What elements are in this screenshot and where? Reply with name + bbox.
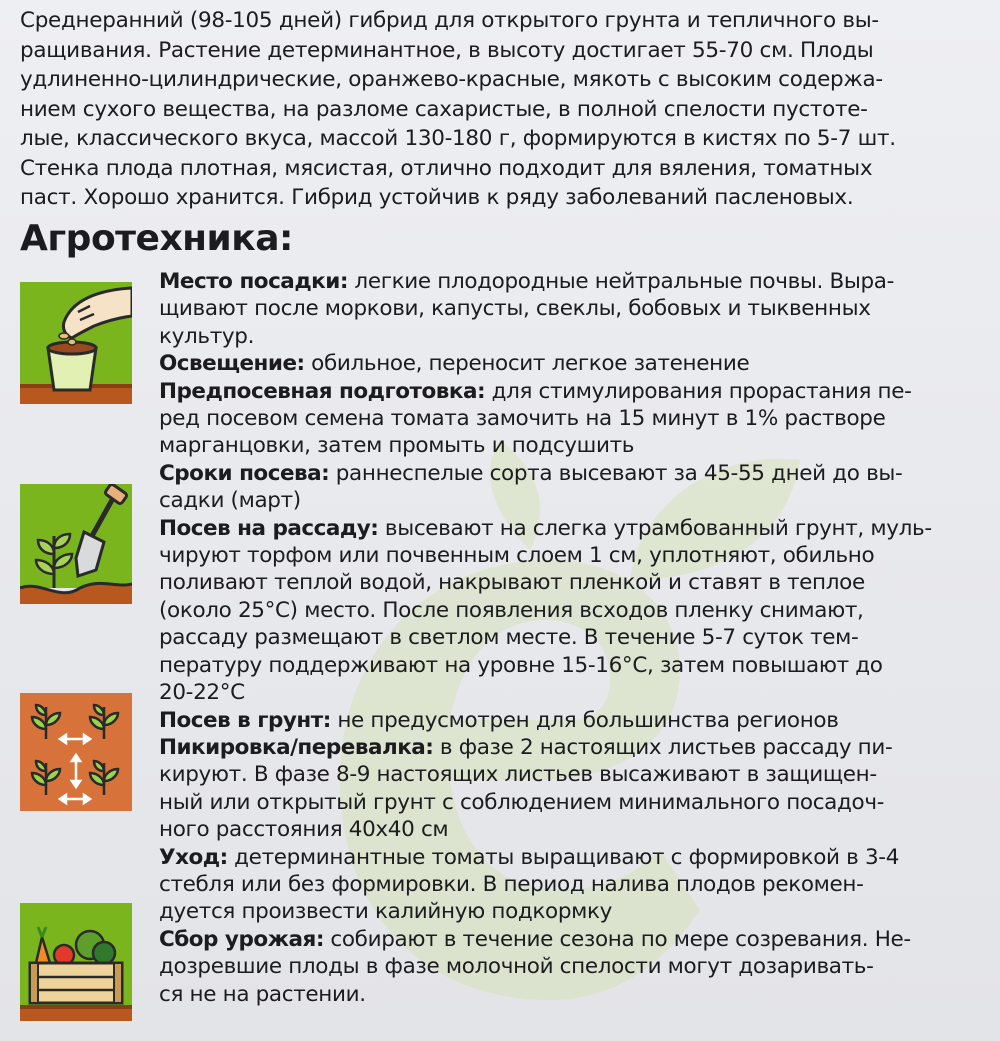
item-text: дозревшие плоды в фазе молочной спелости могут дозаривать-: [159, 954, 874, 980]
item-text: в фазе 2 настоящих листьев рассаду пи-: [439, 734, 893, 760]
lighting-item: [159, 350, 989, 377]
planting-site-item: [159, 268, 989, 350]
item-text: ред посевом семена томата замочить на 15 минут в 1% растворе: [159, 406, 886, 432]
item-text: ного расстояния 40х40 см: [159, 817, 449, 843]
item-text: кируют. В фазе 8-9 настоящих листьев высаживают в защищен-: [159, 762, 877, 788]
description-line: Стенка плода плотная, мясистая, отлично подходит для вяления, томатных: [20, 155, 873, 181]
item-label: Место посадки:: [159, 269, 348, 294]
item-label: Уход:: [159, 844, 228, 870]
direct-sowing-item: [159, 707, 989, 734]
description-line: Среднеранний (98-105 дней) гибрид для открытого грунта и тепличного вы-: [20, 8, 879, 33]
item-text: для стимулирования прорастания пе-: [491, 378, 912, 404]
item-text: 20-22°С: [159, 680, 245, 706]
item-label: Сбор урожая:: [159, 926, 324, 952]
description-line: ращивания. Растение детерминантное, в высоту достигает 55-70 см. Плоды: [20, 37, 874, 63]
item-text: рассаду размещают в светлом месте. В течение 5-7 суток тем-: [159, 625, 859, 651]
item-text: собирают в течение сезона по мере созревания. Не-: [330, 926, 911, 952]
description-line: паст. Хорошо хранится. Гибрид устойчив к ряду заболеваний пасленовых.: [20, 185, 854, 210]
description-line: лые, классического вкуса, массой 130-180 г, формируются в кистях по 5-7 шт.: [20, 126, 896, 151]
care-item: [159, 844, 989, 926]
item-text: раннеспелые сорта высевают за 45-55 дней до вы-: [335, 460, 903, 486]
hand-seeds-pot-icon: [20, 282, 132, 404]
item-label: Посев на рассаду:: [159, 515, 379, 541]
item-text: марганцовки, затем промыть и подсушить: [159, 433, 635, 459]
agrotechnics-content: [159, 268, 989, 1008]
planting-grid-icon: [20, 693, 132, 811]
item-label: Освещение:: [159, 351, 305, 377]
sowing-time-item: [159, 460, 989, 515]
description-line: удлиненно-цилиндрические, оранжево-красные, мякоть с высоким содержа-: [20, 67, 883, 92]
item-text: ный или открытый грунт с соблюдением минимального посадоч-: [159, 789, 885, 815]
item-label: Предпосевная подготовка:: [159, 378, 486, 404]
shovel-seedling-icon: [20, 484, 132, 604]
item-text: культур.: [159, 323, 255, 349]
description-line: нием сухого вещества, на разломе сахаристые, в полной спелости пустоте-: [20, 96, 868, 122]
item-text: легкие плодородные нейтральные почвы. Выра-: [354, 269, 895, 294]
item-label: Сроки посева:: [159, 460, 330, 486]
presowing-item: [159, 378, 989, 460]
item-text: детерминантные томаты выращивают с формировкой в 3-4: [234, 844, 900, 870]
seedlings-item: [159, 515, 989, 707]
transplant-item: [159, 734, 989, 844]
harvest-item: [159, 926, 989, 1008]
item-text: (около 25°С) место. После появления всходов пленку снимают,: [159, 597, 864, 623]
item-text: не предусмотрен для большинства регионов: [337, 707, 839, 733]
item-label: Посев в грунт:: [159, 707, 331, 733]
item-text: поливают теплой водой, накрывают пленкой и ставят в теплое: [159, 570, 865, 596]
item-text: пературу поддерживают на уровне 15-16°С, затем повышают до: [159, 652, 883, 678]
item-text: садки (март): [159, 488, 301, 514]
item-text: обильное, переносит легкое затенение: [311, 351, 750, 377]
item-text: щивают после моркови, капусты, свеклы, бобовых и тыквенных: [159, 296, 871, 322]
item-text: дуется произвести калийную подкормку: [159, 899, 612, 925]
item-label: Пикировка/перевалка:: [159, 734, 434, 760]
section-title: Агротехника:: [20, 218, 293, 259]
description-paragraph: [20, 6, 985, 213]
item-text: стебля или без формировки. В период налива плодов рекомен-: [159, 871, 864, 897]
item-text: высевают на слегка утрамбованный грунт, муль-: [384, 515, 932, 541]
item-text: чируют торфом или почвенным слоем 1 см, уплотняют, обильно: [159, 543, 875, 569]
vegetable-crate-icon: [20, 903, 132, 1021]
item-text: ся не на растении.: [159, 981, 366, 1007]
